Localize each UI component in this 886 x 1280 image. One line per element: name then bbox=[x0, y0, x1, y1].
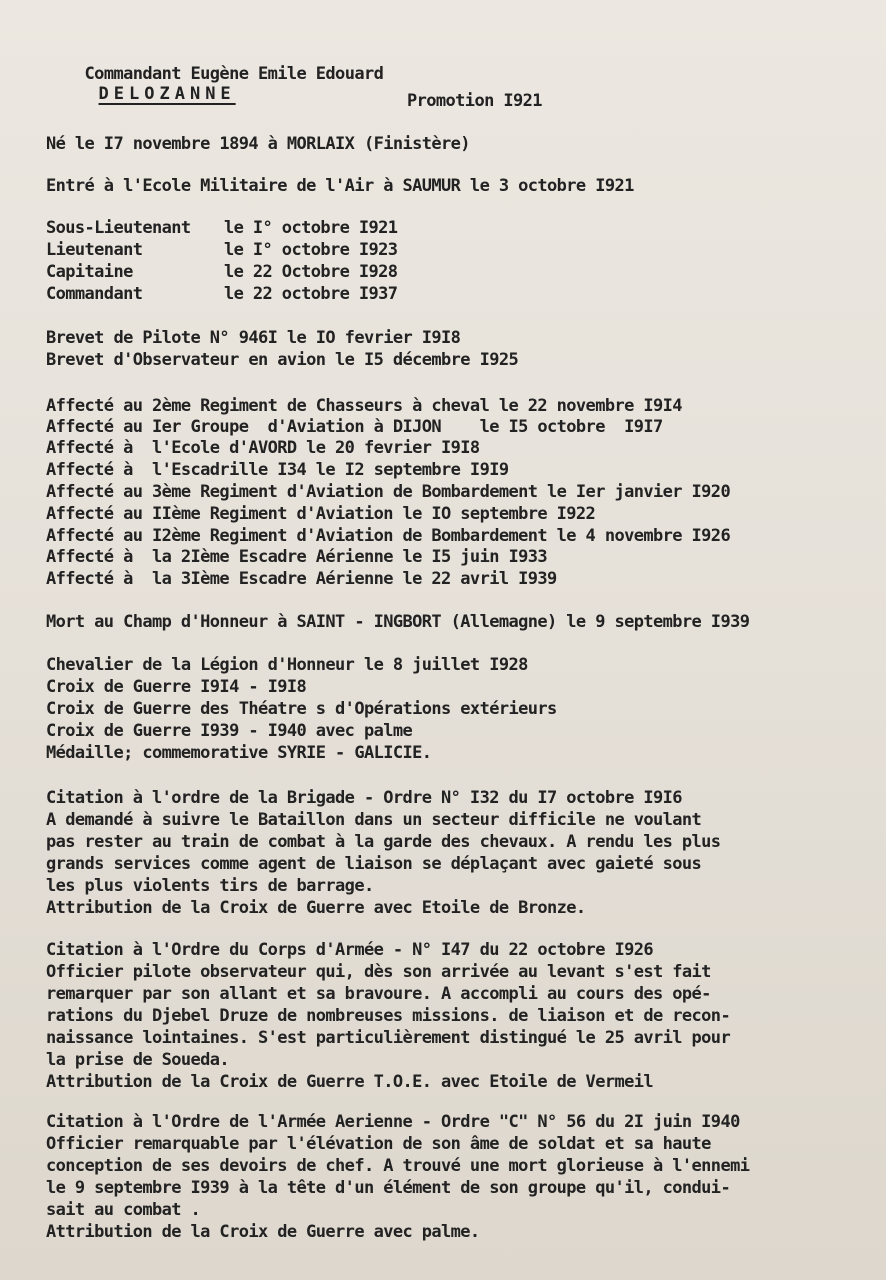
rank-name: Lieutenant bbox=[46, 240, 143, 260]
decoration-line: Médaille; commemorative SYRIE - GALICIE. bbox=[46, 743, 432, 763]
citation-text: la prise de Soueda. bbox=[46, 1050, 230, 1070]
brevet-line: Brevet de Pilote N° 946I le IO fevrier I9I8 bbox=[46, 328, 461, 348]
death-line: Mort au Champ d'Honneur à SAINT - INGBORT (Allemagne) le 9 septembre I939 bbox=[46, 612, 750, 632]
posting-line: Affecté au Ier Groupe d'Aviation à DIJON le I5 octobre I9I7 bbox=[46, 417, 663, 437]
rank-row bbox=[46, 284, 397, 304]
rank-row bbox=[46, 240, 397, 260]
citation-text: grands services comme agent de liaison se déplaçant avec gaieté sous bbox=[46, 854, 702, 874]
rank-row bbox=[46, 218, 397, 238]
rank-date: le 22 octobre I937 bbox=[224, 284, 398, 304]
decoration-line: Croix de Guerre I9I4 - I9I8 bbox=[46, 677, 307, 697]
citation-attribution: Attribution de la Croix de Guerre avec Etoile de Bronze. bbox=[46, 898, 586, 918]
entry-line: Entré à l'Ecole Militaire de l'Air à SAUMUR le 3 octobre I921 bbox=[46, 176, 634, 196]
citation-text: les plus violents tirs de barrage. bbox=[46, 876, 374, 896]
rank-name: Commandant bbox=[46, 284, 143, 304]
citation-text: A demandé à suivre le Bataillon dans un secteur difficile ne voulant bbox=[46, 810, 702, 830]
citation-text: naissance lointaines. S'est particulièrement distingué le 25 avril pour bbox=[46, 1028, 731, 1048]
citation-text: pas rester au train de combat à la garde des chevaux. A rendu les plus bbox=[46, 832, 721, 852]
promotion: Promotion I921 bbox=[407, 91, 542, 111]
posting-line: Affecté à la 3Ième Escadre Aérienne le 22 avril I939 bbox=[46, 569, 557, 589]
rank-name: Sous-Lieutenant bbox=[46, 218, 191, 238]
citation-heading: Citation à l'Ordre du Corps d'Armée - N° I47 du 22 octobre I926 bbox=[46, 940, 653, 960]
surname: DELOZANNE bbox=[98, 84, 236, 104]
posting-line: Affecté à la 2Ième Escadre Aérienne le I5 juin I933 bbox=[46, 547, 548, 567]
decoration-line: Croix de Guerre des Théatre s d'Opérations extérieurs bbox=[46, 699, 557, 719]
rank-row bbox=[46, 262, 397, 282]
posting-line: Affecté au 3ème Regiment d'Aviation de Bombardement le Ier janvier I920 bbox=[46, 482, 731, 502]
citation-attribution: Attribution de la Croix de Guerre T.O.E. avec Etoile de Vermeil bbox=[46, 1072, 653, 1092]
birth-line: Né le I7 novembre 1894 à MORLAIX (Finistère) bbox=[46, 134, 470, 154]
posting-line: Affecté à l'Escadrille I34 le I2 septembre I9I9 bbox=[46, 460, 509, 480]
citation-text: Officier remarquable par l'élévation de son âme de soldat et sa haute bbox=[46, 1134, 711, 1154]
rank-name: Capitaine bbox=[46, 262, 133, 282]
citation-text: rations du Djebel Druze de nombreuses missions. de liaison et de recon- bbox=[46, 1006, 731, 1026]
officer-name-line bbox=[46, 44, 383, 124]
brevet-line: Brevet d'Observateur en avion le I5 décembre I925 bbox=[46, 350, 519, 370]
posting-line: Affecté à l'Ecole d'AVORD le 20 fevrier I9I8 bbox=[46, 438, 480, 458]
citation-heading: Citation à l'Ordre de l'Armée Aerienne - Ordre "C" N° 56 du 2I juin I940 bbox=[46, 1112, 740, 1132]
posting-line: Affecté au IIème Regiment d'Aviation le IO septembre I922 bbox=[46, 504, 596, 524]
rank-date: le 22 Octobre I928 bbox=[224, 262, 398, 282]
posting-line: Affecté au I2ème Regiment d'Aviation de Bombardement le 4 novembre I926 bbox=[46, 526, 731, 546]
citation-heading: Citation à l'ordre de la Brigade - Ordre N° I32 du I7 octobre I9I6 bbox=[46, 788, 682, 808]
citation-text: Officier pilote observateur qui, dès son arrivée au levant s'est fait bbox=[46, 962, 711, 982]
rank-date: le I° octobre I923 bbox=[224, 240, 398, 260]
citation-text: remarquer par son allant et sa bravoure. A accompli au cours des opé- bbox=[46, 984, 711, 1004]
decoration-line: Croix de Guerre I939 - I940 avec palme bbox=[46, 721, 413, 741]
citation-text: sait au combat . bbox=[46, 1200, 201, 1220]
decoration-line: Chevalier de la Légion d'Honneur le 8 juillet I928 bbox=[46, 655, 528, 675]
citation-text: le 9 septembre I939 à la tête d'un élément de son groupe qu'il, condui- bbox=[46, 1178, 731, 1198]
citation-attribution: Attribution de la Croix de Guerre avec palme. bbox=[46, 1222, 480, 1242]
citation-text: conception de ses devoirs de chef. A trouvé une mort glorieuse à l'ennemi bbox=[46, 1156, 750, 1176]
rank-date: le I° octobre I921 bbox=[224, 218, 398, 238]
posting-line: Affecté au 2ème Regiment de Chasseurs à cheval le 22 novembre I9I4 bbox=[46, 396, 682, 416]
name-prefix: Commandant Eugène Emile Edouard bbox=[84, 64, 384, 84]
